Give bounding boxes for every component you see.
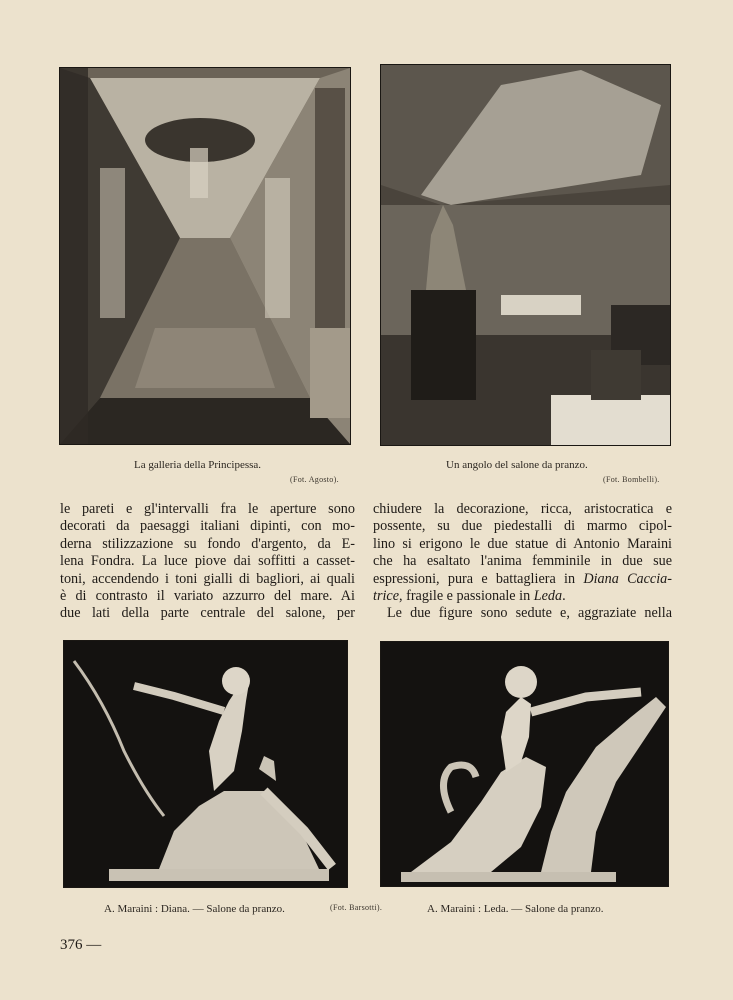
text-line: è di contrasto il variato azzurro del mare. Ai [60,587,355,604]
caption-diana: A. Maraini : Diana. — Salone da pranzo. [104,903,285,915]
credit-gallery: (Fot. Agosto). [290,475,339,484]
text-line: lena Fondra. La luce piove dai soffitti a casset- [60,553,355,570]
text-line: le pareti e gl'intervalli fra le aperture sono [60,501,355,517]
title-diana-cacciatrice-end: trice [373,587,399,604]
text-line: decorati da paesaggi italiani dipinti, con mo- [60,518,355,535]
page-number: 376 — [60,937,102,953]
text-column-left [60,501,355,623]
text-line: possente, su due piedestalli di marmo cipol- [373,518,672,535]
title-leda: Leda [533,587,563,604]
text-fragment: espressioni, pura e battagliera in [373,570,584,587]
text-fragment: , fragile e passionale in [399,587,534,604]
text-line: derna stilizzazione su fondo d'argento, da E- [60,535,355,552]
photo-diana-statue [63,640,348,888]
diana-photo-image [64,641,347,887]
leda-photo-image [381,642,668,886]
text-line: chiudere la decorazione, ricca, aristocratica e [373,501,672,517]
caption-dining-corner: Un angolo del salone da pranzo. [446,459,588,471]
title-diana-cacciatrice: Diana Caccia- [583,570,672,587]
caption-leda: A. Maraini : Leda. — Salone da pranzo. [427,903,604,915]
text-line: due lati della parte centrale del salone, per [60,605,355,622]
dining-photo-image [381,65,670,445]
text-line: Le due figure sono sedute e, aggraziate nella [387,605,672,622]
text-line [373,571,672,588]
gallery-photo-image [60,68,350,444]
photo-dining-corner [380,64,671,446]
text-line [373,588,672,605]
text-line: toni, accendendo i toni gialli di bagliori, ai quali [60,570,355,587]
text-fragment: . [562,587,566,604]
credit-diana: (Fot. Barsotti). [330,903,383,912]
caption-gallery: La galleria della Principessa. [134,459,262,471]
text-line: lino si erigono le due statue di Antonio Maraini [373,535,672,552]
text-column-right [373,501,672,623]
credit-dining-corner: (Fot. Bombelli). [603,475,660,484]
photo-gallery-principessa [59,67,351,445]
text-line: che ha esaltato l'anima femminile in due sue [373,553,672,570]
photo-leda-statue [380,641,669,887]
